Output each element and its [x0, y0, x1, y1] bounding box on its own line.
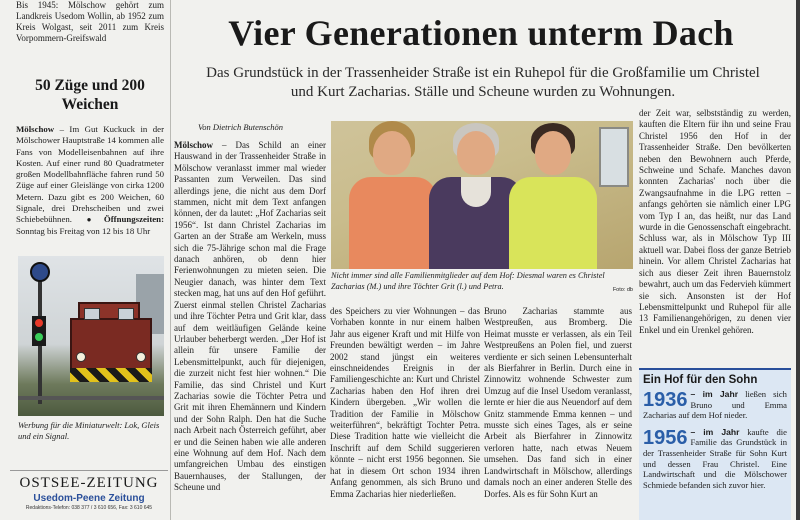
rail-track — [18, 396, 164, 400]
wall-window — [599, 127, 629, 187]
year-1956: 1956 — [643, 426, 688, 449]
column-3-body: Bruno Zacharias stammte aus Westpreußen, aus Bromberg. Die Heimat musste er verlassen, als ein Teil Westpreußens an Polen fiel, und zuerst verdiente er sich seinen Lebensunterhalt als Bierfahrer in Berlin. Durch eine in Zinnowitz wohnende Schwester zum Umzug auf die Insel Usedom veranlasst, lernte er hier die aus Neuendorf auf dem Gnitz stammende Emma kennen – und musste sich eines Tages, als er seine Arbeit als Bierfahrer in Zinnowitz verloren hatte, nach etwas Neuem umsehen. Das fand sich in einer Landwirtschaft in Mölschow, allerdings damals noch an einer anderen Stelle des Dorfes. Als es für Sohn Kurt an — [484, 306, 632, 499]
column-rule — [170, 0, 171, 520]
loco-lamp-left — [76, 352, 86, 362]
photo-credit: Foto: db — [612, 286, 633, 293]
info-box-entry-1956 — [639, 421, 791, 491]
article-column-1-text — [174, 140, 326, 494]
page-edge — [796, 0, 800, 520]
article-column-2 — [330, 306, 480, 520]
article-column-1 — [174, 140, 326, 520]
article-column-4 — [639, 108, 791, 362]
loco-lamp-right — [136, 352, 146, 362]
left-body-lead: Mölschow — [16, 124, 55, 134]
column-2-body: des Speichers zu vier Wohnungen – das Vorhaben konnte in nur einem halben Jahr aus eigener Kraft und mit Hilfe von Freunden bewältigt werden – im Jahre 2002 stand jüngst ein weiteres einschneidendes Ereignis in der Familiengeschichte an: Kurt und Christel Zacharias haben den Hof ihren drei Kindern übergeben. „Wir wollen die Tradition der Familie in Mölschow weiterführen“, bekräftigt Tochter Petra. Diese Tradition hatte wie vielleicht die Inschrift auf dem Schild suggerieren könnte – nicht erst 1956 begonnen. Sie hat in diesem Ort schon 1934 ihren Anfang genommen, als sich Bruno und Emma Zacharias hier niederließen. — [330, 306, 480, 499]
signal-light-red — [35, 319, 43, 327]
photo-caption — [331, 271, 633, 295]
article-subhead: Das Grundstück in der Trassenheider Straße ist ein Ruhepol für die Großfamilie um Christel und Kurt Zacharias. Ställe und Scheune wurden zu Wohnungen. — [206, 65, 760, 100]
entry-1956-lead: – im Jahr — [690, 426, 740, 437]
left-headline: 50 Züge und 200 Weichen — [35, 77, 145, 113]
photo-caption-text: Nicht immer sind alle Familienmitglieder auf dem Hof: Diesmal waren es Christel Zacharias (M.) und ihre Töchter Grit (l.) und Petra. — [331, 271, 605, 291]
masthead-subtitle: Usedom-Peene Zeitung — [33, 493, 145, 504]
masthead-title: OSTSEE-ZEITUNG — [19, 475, 159, 491]
hours-text: Sonntag bis Freitag von 12 bis 18 Uhr — [16, 225, 151, 236]
dateline: Mölschow — [174, 140, 213, 150]
entry-1956-text: kaufte die Familie das Grundstück in der Trassenheider Straße für Sohn Kurt und dessen Frau Christel. Eine Landwirtschaft und die Mölschower Schmiede befanden sich zuvor hier. — [643, 426, 787, 490]
info-box — [639, 368, 791, 520]
column-1-body: – Das Schild an einer Hauswand in der Trassenheider Straße in Mölschow veranlasst immer mal wieder Passanten zum Verweilen. Das sind allerdings jene, die nicht aus dem Dorf stammen, nicht mit dem Text anfangen können, der da lautet: „Hof Zacharias seit 1956“. Ist dann Christel Zacharias im Garten an der Straße am Werkeln, muss sich die 75-Jährige schon mal die Frage danach anhören, ob denn hier Ferienwohnungen zu mieten seien. Die Neugier danach, was hinter dem Text stecken mag, hat uns auf den Hof geführt. Zuerst einmal stellen Christel Zacharias und ihre Töchter Petra und Grit klar, dass auf dem weitläufigen Gelände keine Urlauber beherbergt werden. „Der Hof ist allein für unsere Familie der Lebensmittelpunkt, auch für diejenigen, die zurzeit nicht fest hier wohnen.“ Die Familie, das sind Christel und Kurt Zacharias sowie die Töchter Petra und Grit mit ihren Ehemännern und Kindern und der Sohn Ralph. Den hat die Suche nach Arbeit nach Österreich geführt, aber er und die Seinen haben wie alle anderen eine Wohnung auf dem Hof. Nach dem umfangreichen Umbau des einstigen Bauernhauses, der Stallungen, der Scheune und — [174, 140, 326, 493]
left-top-text: Bis 1945: Mölschow gehört zum Landkreis Usedom Wollin, ab 1952 zum Kreis Wolgast, seit 2011 zum Kreis Vorpommern-Greifswald — [16, 0, 164, 43]
article-author: Von Dietrich Butenschön — [198, 122, 283, 132]
pin-icon: ● — [86, 215, 104, 225]
loco-caption: Werbung für die Miniaturwelt: Lok, Gleis und ein Signal. — [18, 420, 160, 441]
signal-disc — [30, 262, 50, 282]
locomotive-photo — [18, 256, 164, 416]
hours-label: Öffnungszeiten: — [103, 214, 164, 225]
column-4-body: der Zeit war, selbstständig zu werden, kauften die Eltern für ihn und seine Frau Christel 1956 den Hof in der Trassenheider Straße. Den bevölkerten neben den Bewohnern auch Pferde, Schweine und Schafe. Manches davon konnten Zacharias' noch über die Zwangsaufnahme in die LPG retten – anfangs gehörten sie nämlich einer LPG vom Typ I an, das heißt, nur das Land wurde in die Genossenschaft eingebracht. Schluss war, als in Mölschow Typ III aktuell war. Dabei floss der ganze Betrieb hinein. Vor allem Christel Zacharias hat sich aus dieser Zeit ihren Bauernstolz bewahrt, auch um das Federvieh kümmert sie sich. Ansonsten ist der Hof Lebensmittelpunkt und Ruhepol für alle 13 Familienangehörigen, zu denen vier Enkel und ein Urenkel gehören. — [639, 108, 791, 335]
loco-window-left — [84, 308, 100, 320]
left-body — [16, 124, 164, 237]
masthead-contact: Redaktions-Telefon: 038 377 / 3 610 656, Fax: 3 610 645 — [25, 505, 153, 511]
family-photo — [331, 121, 633, 269]
article-column-3 — [484, 306, 632, 520]
signal-light-green — [35, 333, 43, 341]
left-body-text: – Im Gut Kuckuck in der Mölschower Hauptstraße 14 kommen alle Fans von Modelleisenbahnen auf ihre Kosten. Auf einer rund 80 Quadratmeter großen Modellbahnfläche fahren rund 50 Züge auf einer Gleislänge von cirka 1200 Metern. Dazu gibt es 200 Weichen, 60 Signale, drei Drehscheiben und zwei Schiebebühnen. — [16, 124, 164, 225]
loco-warning-stripe — [70, 368, 152, 382]
year-1936: 1936 — [643, 389, 688, 411]
entry-1936-text: ließen sich Bruno und Emma Zacharias auf dem Hof nieder. — [643, 389, 787, 421]
info-box-title: Ein Hof für den Sohn — [643, 374, 758, 386]
info-box-entry-1936 — [639, 386, 791, 421]
masthead — [10, 470, 168, 520]
entry-1936-lead: – im Jahr — [690, 389, 739, 399]
article-headline: Vier Generationen unterm Dach — [228, 13, 734, 53]
loco-window-right — [118, 308, 134, 320]
